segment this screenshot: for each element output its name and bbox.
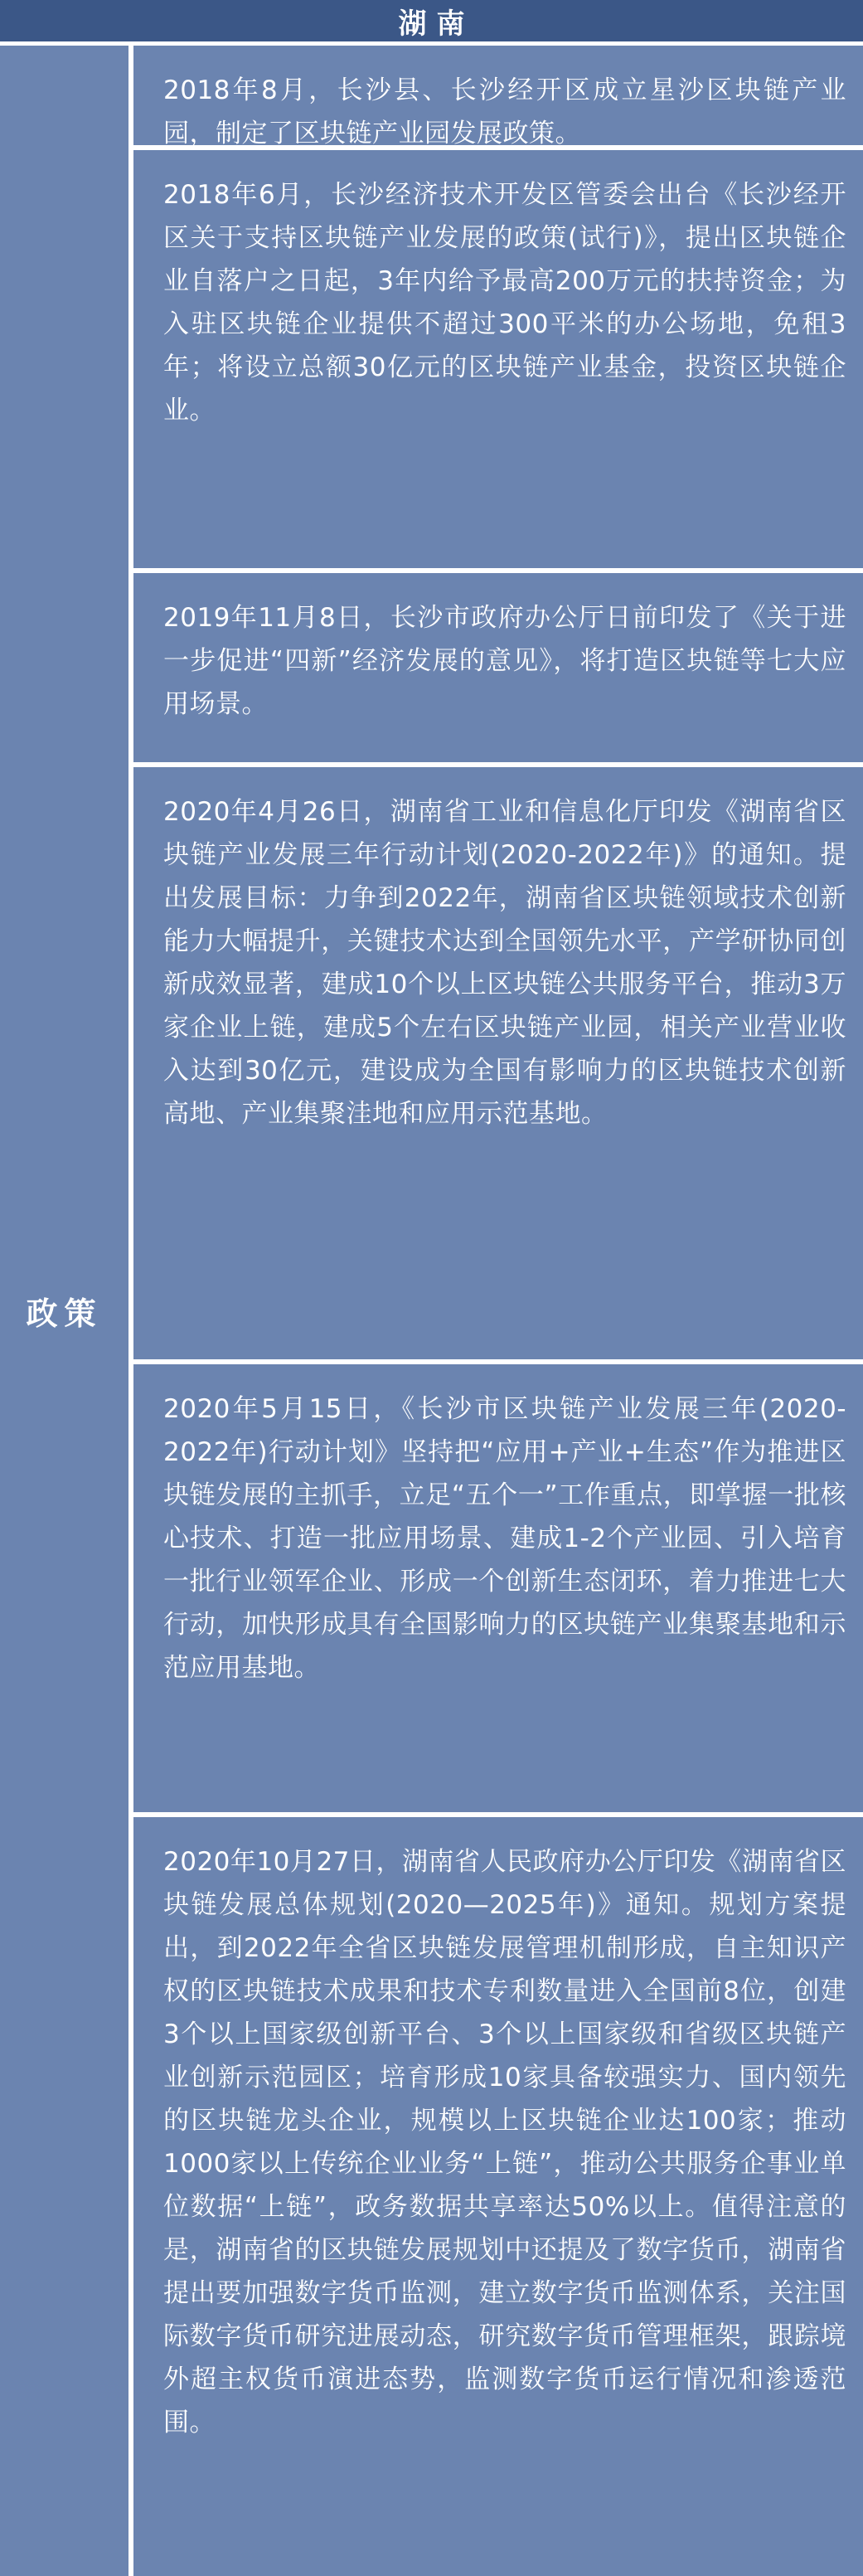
policy-item-text: 2018年8月，长沙县、长沙经开区成立星沙区块链产业园，制定了区块链产业园发展政策。 xyxy=(163,75,846,148)
policy-item-3 xyxy=(133,573,863,762)
category-label: 政策 xyxy=(26,1295,103,1332)
policy-item-text: 2019年11月8日，长沙市政府办公厅日前印发了《关于进一步促进“四新”经济发展的意见》，将打造区块链等七大应用场景。 xyxy=(163,603,846,719)
policy-item-4 xyxy=(133,767,863,1359)
policy-table xyxy=(0,46,863,2576)
policy-item-text: 2020年10月27日，湖南省人民政府办公厅印发《湖南省区块链发展总体规划(2020—2025年)》通知。规划方案提出，到2022年全省区块链发展管理机制形成，自主知识产权的区块链技术成果和技术专利数量进入全国前8位，创建3个以上国家级创新平台、3个以上国家级和省级区块链产业创新示范园区；培育形成10家具备较强实力、国内领先的区块链龙头企业，规模以上区块链企业达100家；推动1000家以上传统企业业务“上链”，推动公共服务企事业单位数据“上链”，政务数据共享率达50%以上。值得注意的是，湖南省的区块链发展规划中还提及了数字货币，湖南省提出要加强数字货币监测，建立数字货币监测体系，关注国际数字货币研究进展动态，研究数字货币管理框架，跟踪境外超主权货币演进态势，监测数字货币运行情况和渗透范围。 xyxy=(163,1847,846,2437)
policy-item-text: 2020年4月26日，湖南省工业和信息化厅印发《湖南省区块链产业发展三年行动计划(2020-2022年)》的通知。提出发展目标：力争到2022年，湖南省区块链领域技术创新能力大幅提升，关键技术达到全国领先水平，产学研协同创新成效显著，建成10个以上区块链公共服务平台，推动3万家企业上链，建成5个左右区块链产业园，相关产业营业收入达到30亿元，建设成为全国有影响力的区块链技术创新高地、产业集聚洼地和应用示范基地。 xyxy=(163,797,846,1129)
policy-item-text: 2020年5月15日，《长沙市区块链产业发展三年(2020-2022年)行动计划》坚持把“应用+产业+生态”作为推进区块链发展的主抓手，立足“五个一”工作重点，即掌握一批核心技术、打造一批应用场景、建成1-2个产业园、引入培育一批行业领军企业、形成一个创新生态闭环，着力推进七大行动，加快形成具有全国影响力的区块链产业集聚基地和示范应用基地。 xyxy=(163,1394,846,1683)
policy-item-2 xyxy=(133,150,863,568)
policy-item-1 xyxy=(133,46,863,148)
region-header xyxy=(0,0,863,41)
policy-item-text: 2018年6月，长沙经济技术开发区管委会出台《长沙经开区关于支持区块链产业发展的政策(试行)》，提出区块链企业自落户之日起，3年内给予最高200万元的扶持资金；为入驻区块链企业提供不超过300平米的办公场地，免租3年；将设立总额30亿元的区块链产业基金，投资区块链企业。 xyxy=(163,180,846,425)
region-title: 湖南 xyxy=(398,7,475,41)
policy-items xyxy=(133,46,863,2576)
policy-item-5 xyxy=(133,1364,863,1812)
category-cell xyxy=(0,46,128,2576)
policy-item-6 xyxy=(133,1817,863,2576)
